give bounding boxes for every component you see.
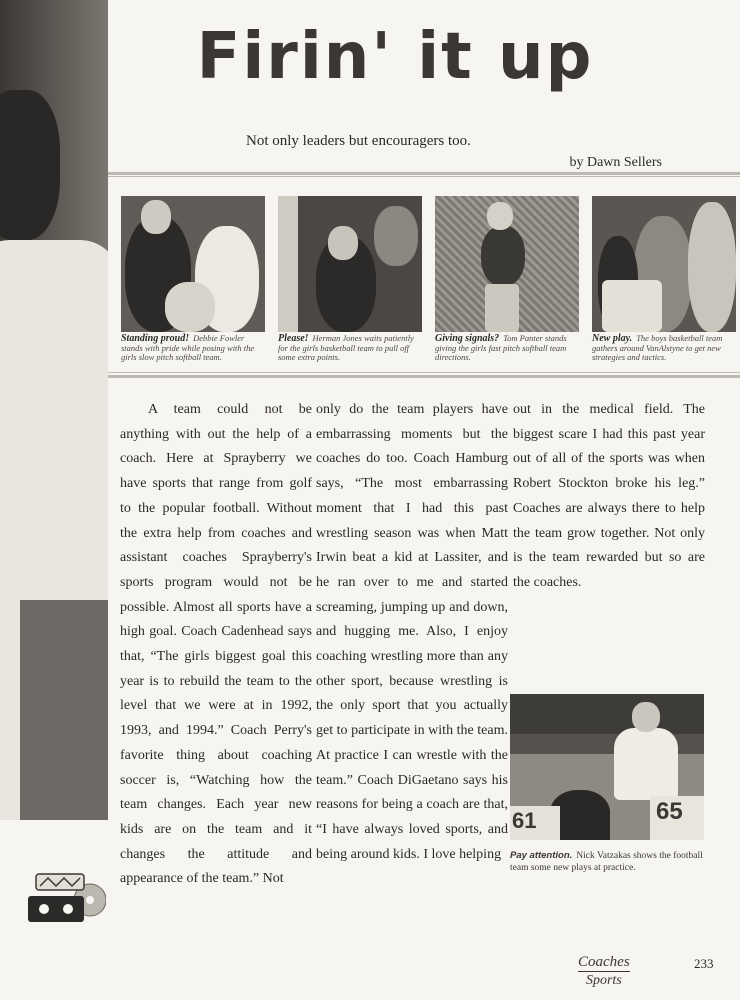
article-column-3: out in the medical field. The biggest scare I had this past year out of all of the sports was when Robert Stockton broke his leg.” Coaches are always there to help the team grow together. Not only is the team rewarded but so are the coaches.: [513, 402, 705, 590]
subsection-name: Sports: [585, 973, 622, 988]
photo-giving-signals: [435, 196, 579, 332]
jersey-number-65: 65: [656, 798, 683, 825]
section-label: [578, 954, 630, 989]
article-column-1: A team could not be anything with out the help of a coach. Here at Sprayberry we have sports that range from golf to the popular football. Without the extra help from coaches and assistant coaches Sprayberry's sports program would not be possible. Almost all sports have a high goal. Coach Cadenhead says that, “The girls biggest goal this year is to rebuild the team to the level that we were at in 1992, 1993, and 1994.” Coach Perry's favorite thing about coaching soccer is, “Watching how the team changes. Each year new kids are on the team and it changes the attitude and appearance of the team.” Not: [120, 402, 312, 887]
section-name: Coaches: [578, 954, 630, 970]
top-rule-thin: [108, 176, 740, 177]
page-number: 233: [694, 956, 714, 971]
byline: by Dawn Sellers: [569, 155, 662, 170]
caption-giving-signals: Giving signals? Tom Panter stands giving the girls fast pitch softball team directions.: [435, 333, 567, 362]
caption-new-play: New play. The boys basketball team gathers around VanAlstyne to get new strategies and tactics.: [592, 333, 723, 362]
left-edge-photo: [0, 0, 108, 820]
jersey-number-61: 61: [512, 808, 537, 833]
photo-please: [278, 196, 422, 332]
article-column-2: only do the team players have embarrassing moments but the coaches do too. Coach Hamburg says, “The most embarrassing moment that I had this past wrestling season was when Matt Irwin beat a kid at Lassiter, and he ran over to me and started screaming, jumping up and down, and hugging me. Also, I enjoy coaching wrestling more than any other sport, because wrestling is the only sport that you actually get to participate in with the team. At practice I can wrestle with the team.” Coach DiGaetano says his reasons for being a coach are that, “I have always loved sports, and being around kids. I love helping: [316, 402, 508, 862]
side-photo-caption: Pay attention. Nick Vatzakas shows the football team some new plays at practice.: [510, 850, 703, 873]
photo-new-play: [592, 196, 736, 332]
caption-standing-proud: Standing proud! Debbie Fowler stands with pride while posing with the girls slow pitch softball team.: [121, 333, 255, 362]
mid-rule-thin: [108, 372, 740, 373]
caption-please: Please! Herman Jones waits patiently for the girls basketball team to pull off some extra points.: [278, 333, 414, 362]
top-rule: [108, 172, 740, 175]
page-title: Firin' it up: [196, 20, 594, 94]
subtitle: Not only leaders but encouragers too.: [246, 133, 471, 149]
yearbook-logo: [26, 870, 106, 930]
side-photo-football: [510, 694, 704, 840]
photo-standing-proud: [121, 196, 265, 332]
mid-rule: [108, 375, 740, 378]
